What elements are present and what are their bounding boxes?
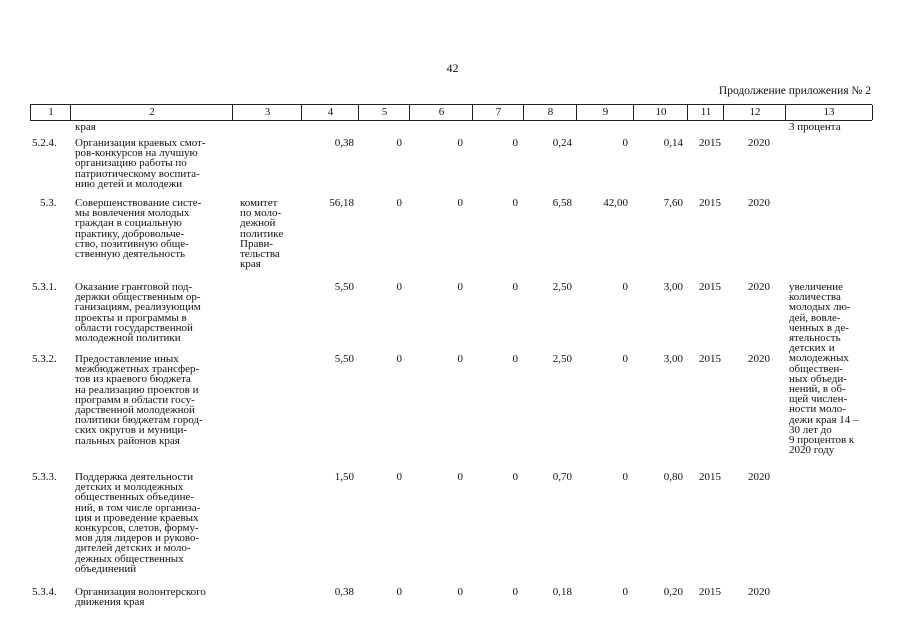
row-total: 1,50 [334,471,354,483]
row-code: 5.3.1. [32,281,57,293]
header-col-5: 5 [358,105,410,120]
row-col7: 0 [512,137,518,149]
row-col7: 0 [512,197,518,209]
row-col8: 0,18 [552,586,572,598]
row-total: 56,18 [329,197,354,209]
row-code: 5.3.2. [32,353,57,365]
row-total: 0,38 [334,137,354,149]
row-name: Оказание грантовой под- держки общественным ор- ганизациям, реализующим проекты и программы в области государственной молодежной политики [75,281,201,345]
row-col7: 0 [512,586,518,598]
row-code: 5.3.4. [32,586,57,598]
row-end-year: 2020 [748,137,770,149]
row-name: Организация волонтерского движения края [75,586,206,609]
row-col7: 0 [512,281,518,293]
row-col10: 0,80 [663,471,683,483]
row-col6: 0 [457,471,463,483]
row-col5: 0 [396,353,402,365]
row-col5: 0 [396,586,402,598]
row-end-year: 2020 [748,586,770,598]
header-col-1: 1 [30,105,71,120]
row-end-year: 2020 [748,471,770,483]
row-start-year: 2015 [699,353,721,365]
row-col9: 0 [622,353,628,365]
header-col-8: 8 [523,105,577,120]
row-col7: 0 [512,471,518,483]
row-col9: 0 [622,137,628,149]
row-col9: 0 [622,586,628,598]
row-col6: 0 [457,586,463,598]
row-col9: 42,00 [603,197,628,209]
header-col-7: 7 [472,105,524,120]
header-col-12: 12 [723,105,786,120]
row-col8: 0,24 [552,137,572,149]
row-col10: 3,00 [663,281,683,293]
row-start-year: 2015 [699,471,721,483]
row-start-year: 2015 [699,197,721,209]
row-col8: 2,50 [552,281,572,293]
row-total: 0,38 [334,586,354,598]
row-total: 5,50 [334,353,354,365]
row-name: Организация краевых смот- ров-конкурсов на лучшую организацию работы по патриотическому воспита- нию детей и молодежи [75,137,206,190]
header-col-11: 11 [687,105,724,120]
continuation-caption: Продолжение приложения № 2 [718,85,871,97]
row-col8: 2,50 [552,353,572,365]
row-col5: 0 [396,137,402,149]
row-col5: 0 [396,471,402,483]
row-col10: 0,20 [663,586,683,598]
row-total: 5,50 [334,281,354,293]
header-col-13: 13 [785,105,873,120]
header-col-2: 2 [70,105,233,120]
row-code: 5.3.3. [32,471,57,483]
header-col-3: 3 [232,105,302,120]
row-col6: 0 [457,353,463,365]
row-col6: 0 [457,197,463,209]
row-col9: 0 [622,281,628,293]
row-col10: 3,00 [663,353,683,365]
row-col6: 0 [457,137,463,149]
row-end-year: 2020 [748,281,770,293]
row-start-year: 2015 [699,137,721,149]
row-executor: комитет по моло- дежной политике Прави- тельства края [240,197,284,271]
row-col10: 0,14 [663,137,683,149]
row-code: 5.2.4. [32,137,57,149]
header-col-6: 6 [409,105,473,120]
carry-over-note: 3 процента [789,121,841,133]
page-number: 42 [446,61,459,75]
row-col5: 0 [396,197,402,209]
row-name: Поддержка деятельности детских и молодежных общественных объедине- ний, в том числе организа- ция и проведение краевых конкурсов, слетов, форму- мов для лидеров и руково- дителей детских и моло- дежных общественных объединений [75,471,201,575]
table-header [30,104,872,121]
row-name: Предоставление иных межбюджетных трансфер- тов из краевого бюджета на реализацию проектов и программ в области госу- дарственной молодежной политики бюджетам город- ских округов и муници- пальных районов края [75,353,203,447]
row-col5: 0 [396,281,402,293]
carry-over-name: края [75,121,96,133]
row-name: Совершенствование систе- мы вовлечения молодых граждан в социальную практику, добровольче- ство, позитивную обще- ственную деятельность [75,197,202,261]
row-end-year: 2020 [748,197,770,209]
header-col-10: 10 [633,105,688,120]
header-col-9: 9 [576,105,634,120]
header-col-4: 4 [301,105,359,120]
row-col9: 0 [622,471,628,483]
row-col6: 0 [457,281,463,293]
row-col10: 7,60 [663,197,683,209]
row-col8: 0,70 [552,471,572,483]
indicator-text: увеличение количества молодых лю- дей, вовле- ченных в де- ятельность детских и молодежных обществен- ных объеди- нений, в об- щей числен- ности моло- дежи края 14 – 30 лет до 9 процентов к 2020 году [789,281,859,457]
row-start-year: 2015 [699,586,721,598]
row-col7: 0 [512,353,518,365]
row-code: 5.3. [40,197,57,209]
row-col8: 6,58 [552,197,572,209]
row-start-year: 2015 [699,281,721,293]
row-end-year: 2020 [748,353,770,365]
